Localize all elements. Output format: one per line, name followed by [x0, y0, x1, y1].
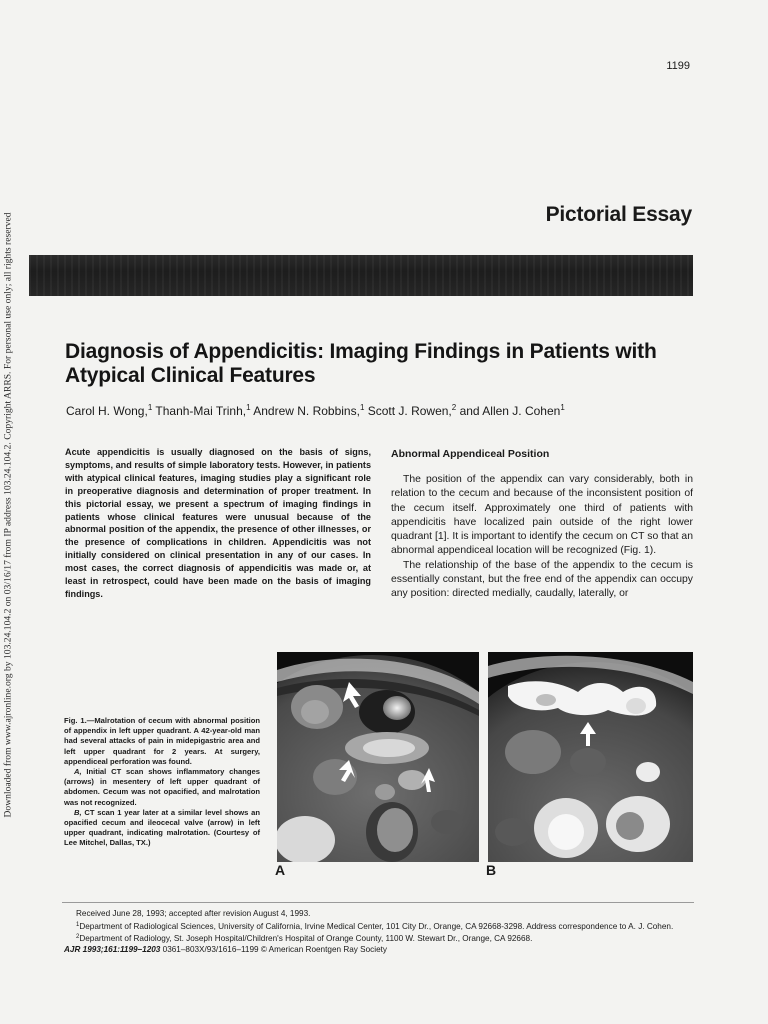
article-title: Diagnosis of Appendicitis: Imaging Findings in Patients with Atypical Clinical Features	[65, 340, 657, 387]
author: Carol H. Wong,$^1$	[66, 403, 153, 418]
header-band	[29, 255, 693, 296]
ct-scan-a-graphic	[277, 652, 479, 862]
author: and Allen J. Cohen$^1$	[459, 403, 565, 418]
caption-paragraph: A, Initial CT scan shows inflammatory changes (arrows) in mesentery of left upper quadrant of abdomen. Cecum was not opacified, and malrotation was not recognized.	[64, 767, 260, 807]
download-notice	[1, 185, 15, 845]
panel-label-a: A	[275, 862, 286, 878]
author: Thanh-Mai Trinh,$^1$	[155, 403, 251, 418]
panel-label-b: B	[486, 862, 497, 878]
caption-paragraph: B, CT scan 1 year later at a similar level shows an opacified cecum and ileocecal valve (arrow) in left upper quadrant, indicating malrotation. (Courtesy of Lee Mitchel, Dallas, TX.)	[64, 807, 260, 848]
footnote-divider	[62, 902, 694, 903]
figure-caption	[64, 716, 260, 849]
section-title: Pictorial Essay	[545, 203, 692, 226]
caption-paragraph: Fig. 1.—Malrotation of cecum with abnormal position of appendix in left upper quadrant. A 42-year-old man had several attacks of pain in midepigastric area and left upper quadrant for 2 years. At surgery, appendiceal perforation was found.	[64, 716, 260, 766]
footnotes	[64, 909, 696, 955]
ct-scan-b-graphic	[488, 652, 693, 862]
author-list	[66, 403, 565, 418]
journal-citation: AJR 1993;161:1199–1203 0361–803X/93/1616–1199 © American Roentgen Ray Society	[64, 944, 388, 954]
author: Scott J. Rowen,$^2$	[367, 403, 457, 418]
affiliation-1: $^1$Department of Radiological Sciences, University of California, Irvine Medical Center, 101 City Dr., Orange, CA 92668-3298. Address correspondence to A. J. Cohen.	[76, 921, 674, 931]
section-heading: Abnormal Appendiceal Position	[391, 448, 550, 460]
abstract: Acute appendicitis is usually diagnosed on the basis of signs, symptoms, and results of simple laboratory tests. However, in patients with atypical clinical features, imaging studies play a significant role in preoperative diagnosis and determination of proper treatment. In this pictorial essay, we present a spectrum of imaging findings in patients whose clinical features were unusual because of the abnormal position of the appendix, the presence of other illnesses, or the presence of complications in children. Appendicitis was not initially considered on clinical presentation in any of our cases. In most cases, the correct diagnosis of appendicitis was made or, at least in retrospect, could have been made on the basis of imaging findings.	[65, 447, 371, 599]
ct-scan-image-b	[488, 652, 693, 862]
body-text	[391, 473, 693, 602]
received-date: Received June 28, 1993; accepted after revision August 4, 1993.	[76, 909, 311, 918]
ct-scan-image-a	[277, 652, 479, 862]
body-paragraph: The relationship of the base of the appendix to the cecum is essentially constant, but the free end of the appendix can occupy any position: directed medially, caudally, laterally, or	[391, 559, 693, 600]
page-number: 1199	[666, 60, 690, 72]
affiliation-2: $^2$Department of Radiology, St. Joseph Hospital/Children's Hospital of Orange County, 1100 W. Stewart Dr., Orange, CA 92668.	[76, 934, 533, 944]
author: Andrew N. Robbins,$^1$	[253, 403, 365, 418]
download-notice-text: Downloaded from www.ajronline.org by 103.24.104.2 on 03/16/17 from IP address 103.24.104.2. Copyright ARRS. For personal use only; all rights reserved	[2, 212, 14, 818]
body-paragraph: The position of the appendix can vary considerably, both in relation to the cecum and because of the inconsistent position of the cecum itself. Approximately one third of patients with appendicitis have localized pain outside of the right lower quadrant [1]. It is important to identify the cecum on CT so that an abnormal appendiceal location will be recognized (Fig. 1).	[391, 474, 693, 557]
